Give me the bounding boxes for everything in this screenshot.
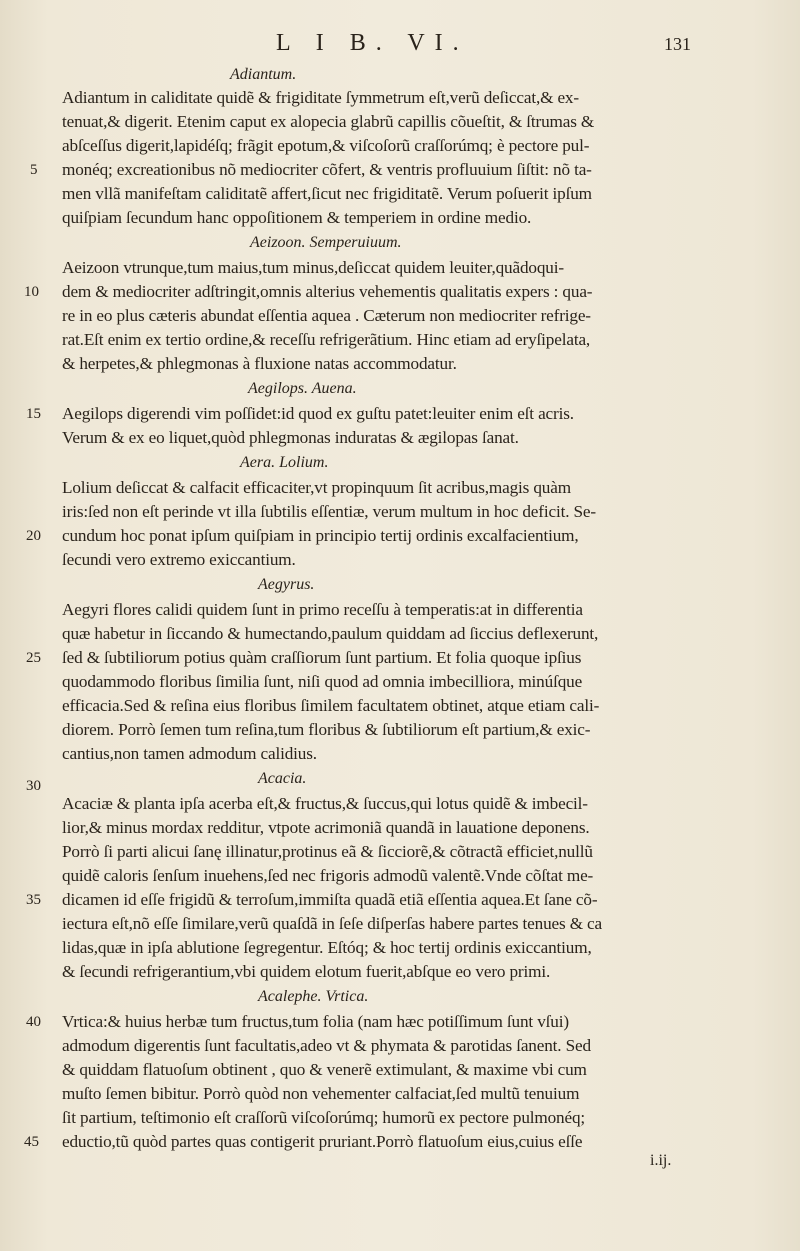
text-line: Aegyri flores calidi quidem ſunt in primo receſſu à temperatis:at in differentia	[62, 600, 583, 619]
text-line: & ſecundi refrigerantium,vbi quidem elotum fuerit,abſque eo vero primi.	[62, 962, 551, 981]
text-line: abſceſſus digerit,lapidéſq; frãgit epotum,& viſcoſorũ craſſorúmq; è pectore pul-	[62, 136, 590, 155]
line-number: 40	[26, 1014, 41, 1030]
line-number: 10	[24, 284, 39, 300]
text-line: lior,& minus mordax redditur, vtpote acrimoniã quandã in lauatione deponens.	[62, 818, 590, 837]
line-number: 5	[30, 162, 38, 178]
text-line: quidẽ caloris ſenſum inuehens,ſed nec frigoris admodũ valentẽ.Vnde cõſtat me-	[62, 866, 594, 885]
text-line: quæ habetur in ſiccando & humectando,paulum quiddam ad ſiccius deflexerunt,	[62, 624, 599, 643]
text-line: men vllã manifeſtam caliditatẽ affert,ſicut nec frigiditatẽ. Verum poſuerit ipſum	[62, 184, 592, 203]
text-line: iectura eſt,nõ eſſe ſimilare,verũ quaſdã in ſeſe diſperſas habere partes tenues & ca	[62, 914, 603, 933]
text-line: Acaciæ & planta ipſa acerba eſt,& fructus,& ſuccus,qui lotus quidẽ & imbecil-	[62, 794, 588, 813]
line-number: 30	[26, 778, 41, 794]
section-title-aegilops: Aegilops. Auena.	[248, 380, 357, 397]
section-title-aera: Aera. Lolium.	[240, 454, 329, 471]
text-line: quiſpiam ſecundum hanc oppoſitionem & temperiem in ordine medio.	[62, 208, 532, 227]
text-line: rat.Eſt enim ex tertio ordine,& receſſu refrigerãtium. Hinc etiam ad eryſipelata,	[62, 330, 591, 349]
section-title-acacia: Acacia.	[258, 770, 307, 787]
line-number: 20	[26, 528, 41, 544]
section-title-acalephe: Acalephe. Vrtica.	[258, 988, 369, 1005]
line-number: 45	[24, 1134, 39, 1150]
text-line: re in eo plus cæteris abundat eſſentia aquea . Cæterum non mediocriter refrige-	[62, 306, 591, 325]
text-line: Aeizoon vtrunque,tum maius,tum minus,deſiccat quidem leuiter,quãdoqui-	[62, 258, 564, 277]
line-number: 15	[26, 406, 41, 422]
running-head: L I B. VI.	[276, 30, 469, 56]
line-number: 35	[26, 892, 41, 908]
text-line: Vrtica:& huius herbæ tum fructus,tum folia (nam hæc potiſſimum ſunt vſui)	[62, 1012, 569, 1031]
text-line: lidas,quæ in ipſa ablutione ſegregentur. Eſtóq; & hoc tertij ordinis exiccantium,	[62, 938, 592, 957]
text-line: admodum digerentis ſunt facultatis,adeo vt & phymata & parotidas ſanent. Sed	[62, 1036, 591, 1055]
signature-mark: i.ij.	[650, 1152, 672, 1169]
text-line: dicamen id eſſe frigidũ & terroſum,immiſta quadã etiã eſſentia aquea.Et ſane cõ-	[62, 890, 598, 909]
text-line: muſto ſemen bibitur. Porrò quòd non vehementer calfaciat,ſed multũ tenuium	[62, 1084, 580, 1103]
text-line: tenuat,& digerit. Etenim caput ex alopecia glabrũ capillis cõueſtit, & ſtrumas &	[62, 112, 595, 131]
text-line: cundum hoc ponat ipſum quiſpiam in principio tertij ordinis excalfacientium,	[62, 526, 579, 545]
text-line: ſit partium, teſtimonio eſt craſſorũ viſcoſorúmq; humorũ ex pectore pulmonéq;	[62, 1108, 586, 1127]
section-title-adiantum: Adiantum.	[230, 66, 297, 83]
page-number: 131	[664, 34, 691, 54]
text-line: efficacia.Sed & reſina eius floribus ſimilem facultatem obtinet, atque etiam cali-	[62, 696, 600, 715]
text-line: dem & mediocriter adſtringit,omnis alterius vehementis qualitatis expers : qua-	[62, 282, 593, 301]
text-line: & herpetes,& phlegmonas à fluxione natas accommodatur.	[62, 354, 457, 373]
line-number: 25	[26, 650, 41, 666]
text-line: Verum & ex eo liquet,quòd phlegmonas induratas & ægilopas ſanat.	[62, 428, 519, 447]
text-line: Aegilops digerendi vim poſſidet:id quod ex guſtu patet:leuiter enim eſt acris.	[62, 404, 574, 423]
text-line: Adiantum in caliditate quidẽ & frigiditate ſymmetrum eſt,verũ deſiccat,& ex-	[62, 88, 579, 107]
text-line: ſed & ſubtiliorum potius quàm craſſiorum ſunt partium. Et folia quoque ipſius	[62, 648, 582, 667]
text-line: cantius,non tamen admodum calidius.	[62, 744, 317, 763]
text-line: iris:ſed non eſt perinde vt illa ſubtilis eſſentiæ, verum multum in hoc deficit. Se-	[62, 502, 596, 521]
text-line: monéq; excreationibus nõ mediocriter cõfert, & ventris profluuium ſiſtit: nõ ta-	[62, 160, 592, 179]
section-title-aeizoon: Aeizoon. Semperuiuum.	[250, 234, 402, 251]
text-line: Lolium deſiccat & calfacit efficaciter,vt propinquum ſit acribus,magis quàm	[62, 478, 571, 497]
text-line: Porrò ſi parti alicui ſanę illinatur,protinus eã & ſicciorẽ,& cõtractã efficiet,nullũ	[62, 842, 593, 861]
page-header	[0, 30, 800, 60]
text-line: diorem. Porrò ſemen tum reſina,tum floribus & ſubtiliorum eſt partium,& exic-	[62, 720, 591, 739]
section-title-aegyrus: Aegyrus.	[258, 576, 315, 593]
text-line: eductio,tũ quòd partes quas contigerit pruriant.Porrò flatuoſum eius,cuius eſſe	[62, 1132, 583, 1151]
text-line: quodammodo floribus ſimilia ſunt, niſi quod ad omnia imbecilliora, minúſque	[62, 672, 583, 691]
text-line: & quiddam flatuoſum obtinent , quo & venerẽ extimulant, & maxime vbi cum	[62, 1060, 587, 1079]
text-line: ſecundi vero extremo exiccantium.	[62, 550, 296, 569]
